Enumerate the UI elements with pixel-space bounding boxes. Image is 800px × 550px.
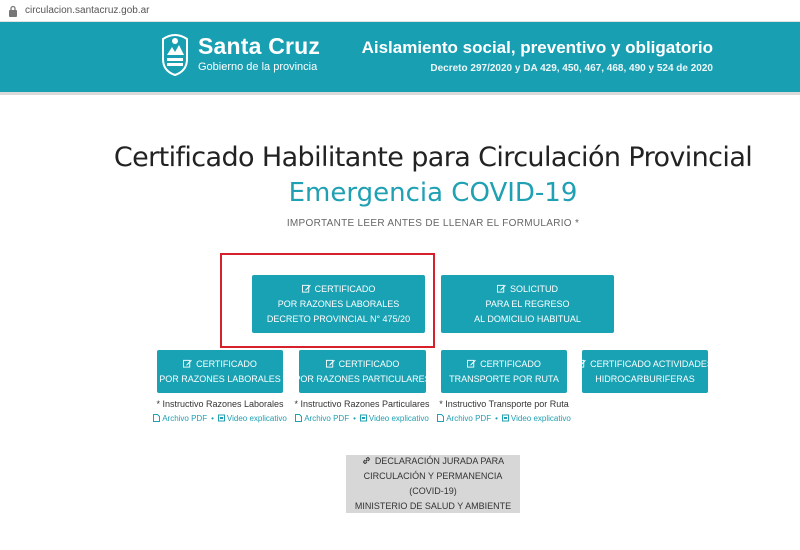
video-link[interactable]: [218, 414, 287, 423]
button-label-line: MINISTERIO DE SALUD Y AMBIENTE: [354, 501, 512, 511]
certificado-laborales-475-button[interactable]: [252, 275, 425, 333]
edit-icon: [467, 359, 476, 368]
province-seal-icon[interactable]: [160, 33, 190, 77]
pdf-link[interactable]: [295, 414, 349, 423]
site-header: [0, 22, 800, 92]
file-pdf-icon: [437, 414, 444, 422]
button-label-line: TRANSPORTE POR RUTA: [449, 373, 559, 384]
pdf-link-label: Archivo PDF: [304, 414, 350, 423]
edit-icon: [326, 359, 335, 368]
button-label-line: HIDROCARBURIFERAS: [595, 373, 695, 384]
video-link-label: Video explicativo: [368, 414, 429, 423]
certificado-transporte-ruta-button[interactable]: [441, 350, 567, 393]
video-link[interactable]: [502, 414, 571, 423]
pdf-link[interactable]: [437, 414, 491, 423]
lock-icon: [8, 5, 18, 17]
pdf-link[interactable]: [153, 414, 207, 423]
edit-icon: [497, 284, 506, 293]
header-title: Aislamiento social, preventivo y obligatorio: [361, 38, 713, 57]
button-label-line: CERTIFICADO: [480, 358, 541, 369]
instructivo-particulares-links: Archivo PDF • Video explicativo: [279, 414, 445, 423]
brand-name[interactable]: Santa Cruz: [198, 33, 321, 59]
instructivo-laborales-label: * Instructivo Razones Laborales: [156, 399, 284, 409]
header-subtitle: Decreto 297/2020 y DA 429, 450, 467, 468, 490 y 524 de 2020: [430, 63, 713, 74]
instructivo-particulares-label: * Instructivo Razones Particulares: [294, 399, 430, 409]
instructivo-laborales-links: Archivo PDF • Video explicativo: [137, 414, 303, 423]
button-label-line: CERTIFICADO ACTIVIDADES: [590, 358, 713, 369]
address-bar[interactable]: [0, 0, 800, 22]
important-note: IMPORTANTE LEER ANTES DE LLENAR EL FORMULARIO *: [286, 218, 580, 229]
page-subtitle: Emergencia COVID-19: [288, 178, 578, 208]
pdf-link-label: Archivo PDF: [446, 414, 492, 423]
edit-icon: [577, 359, 586, 368]
button-label-line: POR RAZONES LABORALES: [277, 298, 400, 309]
file-pdf-icon: [295, 414, 302, 422]
instructivo-transporte-links: Archivo PDF • Video explicativo: [421, 414, 587, 423]
button-label-line: POR RAZONES PARTICULARES: [294, 373, 431, 384]
edit-icon: [183, 359, 192, 368]
button-label-line: PARA EL REGRESO: [485, 298, 570, 309]
certificado-razones-particulares-button[interactable]: [294, 350, 431, 393]
video-link-label: Video explicativo: [226, 414, 287, 423]
header-divider: [0, 92, 800, 95]
video-link[interactable]: [360, 414, 429, 423]
solicitud-regreso-button[interactable]: [441, 275, 614, 333]
video-icon: [218, 414, 225, 422]
edit-icon: [302, 284, 311, 293]
button-label-line: CERTIFICADO: [196, 358, 257, 369]
link-icon: [362, 456, 371, 465]
declaracion-jurada-button[interactable]: [346, 455, 520, 513]
certificado-razones-laborales-button[interactable]: [157, 350, 283, 393]
button-label-line: SOLICITUD: [509, 283, 558, 294]
file-pdf-icon: [153, 414, 160, 422]
button-label-line: POR RAZONES LABORALES: [159, 373, 281, 384]
button-label-line: CERTIFICADO: [338, 358, 400, 369]
page-title: Certificado Habilitante para Circulación Provincial: [113, 142, 753, 173]
instructivo-transporte-label: * Instructivo Transporte por Ruta: [439, 399, 569, 409]
button-label-line: CIRCULACIÓN Y PERMANENCIA (COVID-19): [363, 471, 503, 496]
button-label-line: DECLARACIÓN JURADA PARA: [374, 456, 505, 466]
video-link-label: Video explicativo: [510, 414, 571, 423]
button-label-line: AL DOMICILIO HABITUAL: [474, 313, 581, 324]
brand-subtitle: Gobierno de la provincia: [198, 61, 318, 73]
button-label-line: CERTIFICADO: [314, 283, 376, 294]
video-icon: [360, 414, 367, 422]
certificado-hidrocarburiferas-button[interactable]: [582, 350, 713, 393]
video-icon: [502, 414, 509, 422]
pdf-link-label: Archivo PDF: [162, 414, 208, 423]
url-text: circulacion.santacruz.gob.ar: [25, 5, 150, 16]
button-label-line: DECRETO PROVINCIAL N° 475/20: [266, 313, 411, 324]
